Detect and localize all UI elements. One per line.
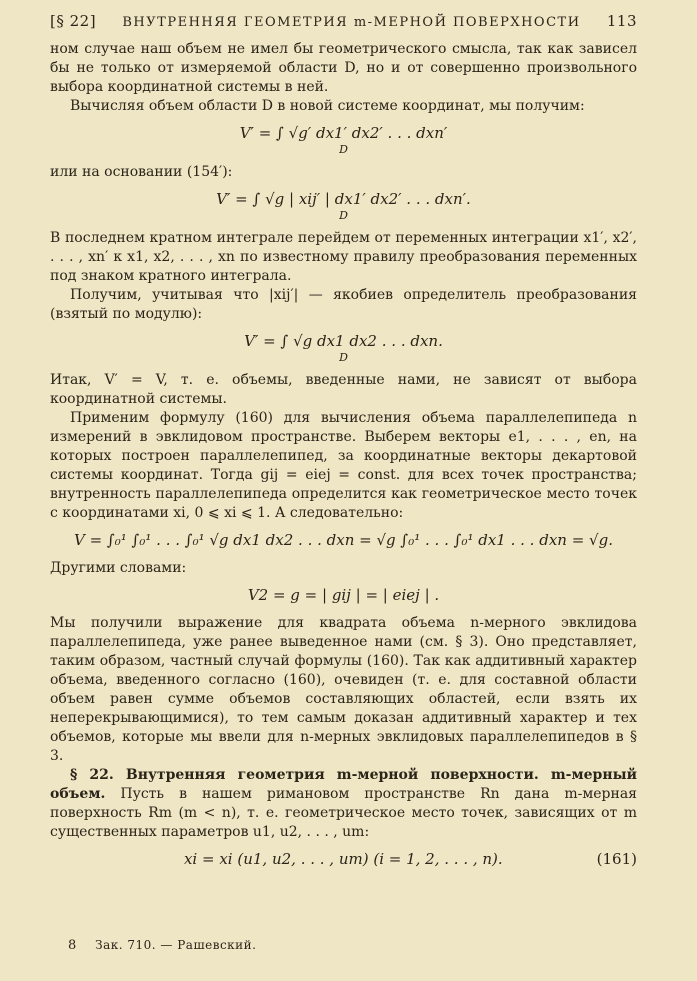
page-number: 113: [606, 12, 637, 30]
paragraph: Получим, учитывая что |xij′| — якобиев определитель преобразования (взятый по модулю):: [50, 287, 637, 322]
signature-mark: 8: [68, 938, 77, 953]
section-text: Пусть в нашем римановом пространстве Rn дана m-мерная поверхность Rm (m < n), т. е. геометрическое место точек, зависящих от m существенных параметров u1, u2, . . . , um:: [50, 786, 637, 840]
section-ref: [§ 22]: [50, 12, 97, 30]
paragraph: Итак, V′ = V, т. е. объемы, введенные нами, не зависят от выбора координатной системы.: [50, 372, 637, 407]
formula-f4: [50, 529, 637, 551]
paragraph: или на основании (154′):: [50, 164, 233, 180]
formula-f6: [50, 848, 637, 870]
paragraph: Мы получили выражение для квадрата объема n-мерного эвклидова параллелепипеда, уже ранее выведенное нами (см. § 3). Оно представляет, таким образом, частный случай формулы (160). Так как аддитивный характер объема, введенного согласно (160), очевиден (т. е. для составной области объем равен сумме объемов составляющих областей, если взять их неперекрывающимися), то тем самым доказан аддитивный характер и тех объемов, которые мы ввели для n-мерных эвклидовых параллелепипедов в § 3.: [50, 615, 637, 764]
running-title: ВНУТРЕННЯЯ ГЕОМЕТРИЯ m-МЕРНОЙ ПОВЕРХНОСТИ: [122, 15, 581, 30]
integral-limit: D: [339, 143, 348, 156]
formula-text: V = ∫₀¹ ∫₀¹ . . . ∫₀¹ √g dx1 dx2 . . . dxn = √g ∫₀¹ . . . ∫₀¹ dx1 . . . dxn = √g.: [74, 531, 613, 549]
formula-text: V′ = ∫ √g dx1 dx2 . . . dxn.: [244, 332, 443, 350]
formula-text: V2 = g = | gij | = | eiej | .: [247, 586, 440, 604]
formula-f3: [50, 330, 637, 363]
integral-limit: D: [339, 209, 348, 222]
paragraph: ном случае наш объем не имел бы геометрического смысла, так как зависел бы не только от измеряемой области D, но и от совершенно произвольного выбора координатной системы в ней.: [50, 41, 637, 95]
page-header: [50, 12, 637, 30]
formula-text: V′ = ∫ √g | xij′ | dx1′ dx2′ . . . dxn′.: [216, 190, 471, 208]
formula-f5: [50, 584, 637, 606]
section-heading: § 22. Внутренняя геометрия m-мерной поверхности. m-мерный объем.: [50, 767, 637, 802]
print-note: Зак. 710. — Рашевский.: [95, 938, 257, 952]
paragraph: Применим формулу (160) для вычисления объема параллелепипеда n измерений в эвклидовом пространстве. Выберем векторы e1, . . . , en, на которых построен параллелепипед, за координатные векторы декартовой системы координат. Тогда gij = eiej = const. для всех точек пространства; внутренность параллелепипеда определится как геометрическое место точек с координатами xi, 0 ⩽ xi ⩽ 1. А следовательно:: [50, 410, 637, 521]
section-paragraph: [50, 766, 637, 842]
page-footer: [68, 938, 257, 953]
paragraph: Вычисляя объем области D в новой системе координат, мы получим:: [70, 98, 585, 114]
formula-f2: [50, 188, 637, 221]
integral-limit: D: [339, 351, 348, 364]
formula-text: xi = xi (u1, u2, . . . , um) (i = 1, 2, . . . , n).: [183, 850, 503, 868]
formula-f1: [50, 122, 637, 155]
formula-text: V′ = ∫ √g′ dx1′ dx2′ . . . dxn′: [239, 124, 448, 142]
paragraph: Другими словами:: [50, 560, 187, 576]
paragraph: В последнем кратном интеграле перейдем от переменных интеграции x1′, x2′, . . . , xn′ к x1, x2, . . . , xn по известному правилу преобразования переменных под знаком кратного интеграла.: [50, 230, 637, 284]
equation-number: (161): [596, 850, 637, 868]
